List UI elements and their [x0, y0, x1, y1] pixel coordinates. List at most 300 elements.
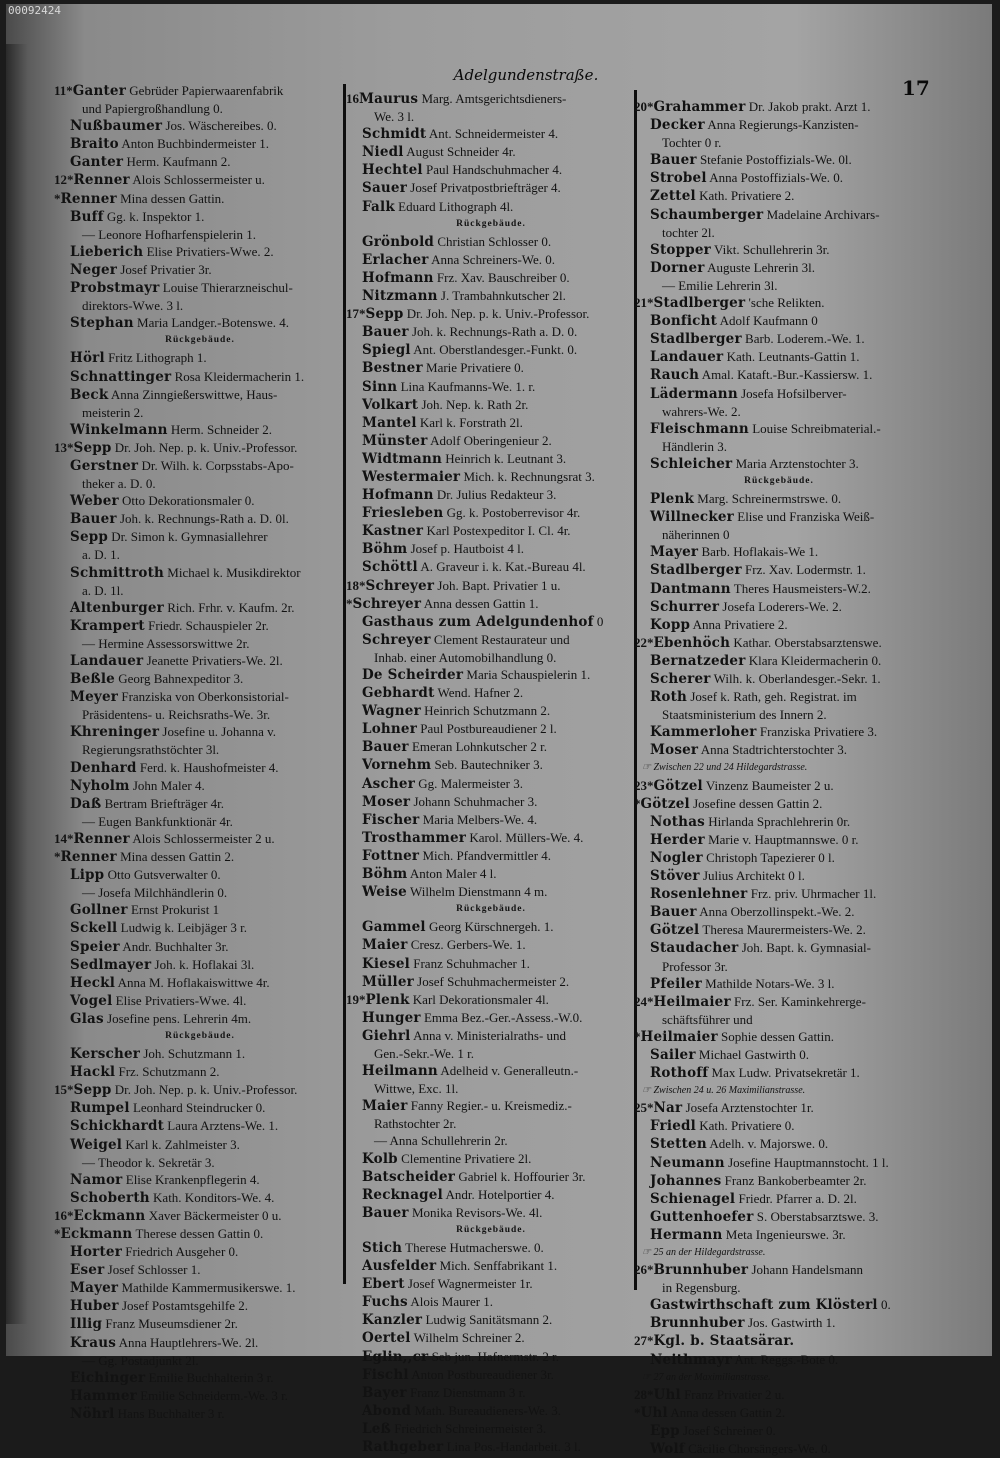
directory-entry — [346, 323, 636, 341]
resident-name: Hammer — [70, 1387, 137, 1404]
resident-name: Kerscher — [70, 1046, 141, 1063]
directory-entry — [634, 777, 924, 795]
directory-entry — [54, 82, 346, 100]
resident-name: De Scheirder — [362, 667, 464, 683]
directory-entry — [54, 759, 346, 777]
resident-name: Ascher — [362, 775, 416, 792]
directory-entry — [634, 867, 924, 885]
directory-entry — [54, 457, 346, 475]
resident-details: J. Trambahnkutscher 2l. — [440, 288, 566, 304]
directory-page — [6, 4, 992, 1458]
resident-name: Fischl — [362, 1366, 409, 1383]
entry-continuation-text: Tochter 0 r. — [662, 135, 722, 151]
resident-name: Schickhardt — [70, 1118, 165, 1135]
resident-details: Josefine pens. Lehrerin 4m. — [107, 1010, 252, 1026]
page-header: Adelgundenstraße. — [453, 66, 599, 84]
resident-name: Hofmann — [362, 269, 434, 286]
directory-entry — [346, 1438, 636, 1456]
resident-details: Maria Schauspielerin 1. — [466, 667, 591, 682]
resident-name: Bauer — [650, 904, 697, 921]
resident-name: Sedlmayer — [70, 956, 152, 973]
resident-details: Josef Wagnermeister 1r. — [407, 1276, 533, 1292]
resident-details: Dr. Simon k. Gymnasiallehrer — [111, 529, 268, 545]
directory-entry — [346, 1062, 636, 1080]
entry-continuation — [346, 1132, 636, 1149]
resident-details: Seb. Bautechniker 3. — [434, 757, 543, 773]
house-number: 26* — [634, 1262, 654, 1278]
resident-name: Hofmann — [362, 487, 434, 504]
resident-name: Schmidt — [362, 126, 427, 143]
resident-name: Schnattinger — [70, 368, 172, 385]
directory-entry — [54, 795, 346, 813]
resident-name: Abond — [362, 1402, 412, 1419]
resident-details: Mina dessen Gattin 2. — [120, 849, 235, 865]
directory-entry — [346, 522, 636, 540]
resident-name: Roth — [650, 689, 688, 706]
resident-name: Nar — [653, 1100, 683, 1117]
entry-continuation — [54, 226, 346, 243]
directory-entry — [346, 486, 636, 504]
resident-details: Vinzenz Baumeister 2 u. — [705, 777, 834, 793]
resident-name: Guttenhoefer — [650, 1208, 754, 1225]
resident-name: Böhm — [362, 866, 408, 883]
resident-name: Maier — [362, 937, 408, 954]
directory-entry — [634, 1064, 924, 1082]
resident-details: Ludwig k. Leibjäger 3 r. — [120, 920, 247, 936]
resident-details: Joh. k. Hoflakai 3l. — [154, 956, 255, 972]
resident-name: Stich — [362, 1240, 403, 1256]
resident-name: Stephan — [70, 315, 134, 332]
entry-continuation-text: — Emilie Lehrerin 3l. — [662, 277, 778, 293]
resident-details: Dr. Joh. Nep. p. k. Univ.-Professor. — [114, 1082, 298, 1098]
directory-entry — [54, 564, 346, 582]
resident-details: Clement Restaurateur und — [433, 631, 570, 647]
directory-entry — [54, 1117, 346, 1135]
resident-name: Braito — [70, 136, 119, 153]
directory-entry — [54, 956, 346, 974]
resident-name: Kiesel — [362, 955, 410, 972]
resident-details: Frz. Xav. Lodermstr. 1. — [745, 562, 866, 578]
resident-details: Maria Arztenstochter 3. — [735, 455, 859, 471]
directory-entry — [346, 1239, 636, 1257]
resident-name: Zettel — [650, 188, 696, 205]
resident-details: Joh. k. Rechnungs-Rath a. D. 0l. — [119, 511, 289, 527]
resident-name: Uhl — [640, 1404, 668, 1421]
resident-details: Louise Thierarzneischul- — [162, 280, 293, 296]
resident-details: Paul Handschuhmacher 4. — [425, 162, 563, 178]
directory-entry — [346, 702, 636, 720]
house-number: 20* — [634, 99, 654, 114]
resident-details: Leonhard Steindrucker 0. — [132, 1100, 266, 1116]
directory-entry — [346, 936, 636, 954]
resident-details: Josef Schlosser 1. — [107, 1262, 201, 1278]
directory-entry — [634, 259, 924, 277]
resident-name: Stadlberger — [653, 295, 746, 312]
directory-entry — [346, 1168, 636, 1186]
resident-name: Renner — [73, 830, 130, 847]
directory-entry — [634, 187, 924, 205]
directory-entry — [634, 1028, 924, 1046]
resident-details: Ant. Reggs.-Bote 0. — [734, 1351, 839, 1367]
directory-entry — [634, 1046, 924, 1064]
directory-entry — [346, 595, 636, 613]
house-number: 25* — [634, 1100, 654, 1116]
directory-entry — [54, 777, 346, 795]
directory-entry — [346, 666, 636, 684]
directory-entry — [634, 1154, 924, 1172]
directory-entry — [634, 1386, 924, 1404]
resident-name: Herder — [650, 831, 705, 848]
directory-entry — [346, 125, 636, 143]
resident-details: Franz Museumsdiener 2r. — [105, 1316, 238, 1332]
directory-entry — [346, 287, 636, 305]
directory-entry — [54, 992, 346, 1010]
directory-entry — [346, 179, 636, 197]
resident-details: Josef p. Hautboist 4 l. — [410, 541, 524, 557]
directory-entry — [346, 1257, 636, 1275]
resident-details: Mich. k. Rechnungsrat 3. — [463, 468, 595, 484]
entry-continuation — [54, 1352, 346, 1369]
directory-entry — [346, 631, 636, 649]
directory-entry — [346, 793, 636, 811]
entry-continuation — [54, 635, 346, 652]
resident-details: Josef Schreiner 0. — [683, 1422, 776, 1438]
directory-entry — [346, 1275, 636, 1293]
directory-entry — [634, 1440, 924, 1458]
directory-entry — [54, 1081, 346, 1099]
directory-entry — [54, 599, 346, 617]
house-number: 16* — [54, 1207, 74, 1223]
section-heading-rueckgebaeude — [346, 1222, 636, 1239]
resident-details: Heinrich k. Leutnant 3. — [445, 450, 567, 466]
directory-entry — [346, 1348, 636, 1366]
directory-entry — [634, 975, 924, 993]
entry-continuation — [346, 649, 636, 666]
resident-name: Pfeiler — [650, 975, 702, 992]
directory-entry — [634, 1314, 924, 1332]
resident-name: Sepp — [73, 1082, 112, 1099]
resident-details: Frz. Xav. Bauschreiber 0. — [436, 269, 570, 285]
resident-name: Schreyer — [365, 577, 435, 594]
directory-entry — [346, 811, 636, 829]
resident-details: Amal. Kataft.-Bur.-Kassiersw. 1. — [701, 367, 873, 383]
resident-details: Cäcilie Chorsängers-We. 0. — [688, 1441, 831, 1457]
directory-entry — [634, 831, 924, 849]
directory-entry — [634, 741, 924, 759]
resident-details: Anna dessen Gattin 1. — [423, 595, 539, 611]
entry-continuation-text: Händlerin 3. — [662, 438, 727, 454]
resident-name: Weigel — [70, 1136, 123, 1153]
resident-name: Fischer — [362, 811, 420, 828]
resident-name: Scherer — [650, 671, 711, 687]
directory-entry — [634, 652, 924, 670]
resident-details: Joh. k. Rechnungs-Rath a. D. 0. — [411, 324, 578, 340]
resident-details: Anna M. Hoflakaiswittwe 4r. — [117, 974, 270, 990]
house-number: 22* — [634, 634, 654, 650]
entry-continuation — [54, 546, 346, 563]
resident-details: Maria Landger.-Botenswe. 4. — [137, 315, 290, 331]
section-heading-text: Rückgebäude. — [456, 904, 526, 915]
resident-name: Schöttl — [362, 559, 418, 576]
directory-entry — [54, 1225, 346, 1243]
directory-entry — [54, 723, 346, 741]
resident-details: Mathilde Notars-We. 3 l. — [705, 975, 835, 991]
resident-name: Bonficht — [650, 313, 718, 330]
directory-entry — [54, 171, 346, 189]
resident-details: Frz. priv. Uhrmacher 1l. — [750, 886, 877, 902]
resident-name: Buff — [70, 208, 104, 225]
entry-continuation-text: tochter 2l. — [662, 224, 715, 240]
street-note-text: ☞ Zwischen 22 und 24 Hildegardstrasse. — [642, 762, 808, 774]
house-number: * — [346, 595, 353, 611]
resident-name: Ausfelder — [362, 1258, 437, 1275]
resident-details: Julius Architekt 0 l. — [703, 868, 805, 884]
resident-name: Gebhardt — [362, 685, 435, 702]
directory-entry — [54, 1189, 346, 1207]
directory-entry — [54, 368, 346, 386]
resident-details: Dr. Julius Redakteur 3. — [436, 487, 557, 503]
resident-name: Friesleben — [362, 505, 444, 522]
section-heading-rueckgebaeude — [634, 473, 924, 490]
resident-details: Elise Privatiers-Wwe. 2. — [146, 243, 274, 259]
resident-details: Kath. Privatiere 2. — [699, 188, 795, 204]
directory-entry — [634, 312, 924, 330]
resident-details: Mina dessen Gattin. — [120, 190, 225, 206]
resident-name: Sepp — [70, 529, 109, 546]
resident-details: Andr. Buchhalter 3r. — [122, 938, 229, 954]
resident-details: Franz Bankoberbeamter 2r. — [724, 1172, 867, 1188]
directory-entry — [634, 508, 924, 526]
resident-name: Mayer — [70, 1280, 119, 1297]
resident-details: Anna Oberzollinspekt.-We. 2. — [699, 904, 855, 920]
resident-name: Bauer — [70, 511, 117, 528]
resident-name: Beck — [70, 386, 109, 403]
resident-name: Nußbaumer — [70, 118, 163, 135]
resident-details: Alois Schlossermeister 2 u. — [132, 830, 275, 846]
directory-entry — [634, 688, 924, 706]
resident-details: Otto Gutsverwalter 0. — [107, 867, 221, 883]
resident-details: Adelh. v. Majorswe. 0. — [709, 1136, 829, 1152]
directory-entry — [346, 684, 636, 702]
directory-entry — [634, 903, 924, 921]
resident-details: Josef Schuhmachermeister 2. — [417, 973, 570, 989]
directory-entry — [346, 991, 636, 1009]
entry-continuation-text: Professor 3r. — [662, 958, 728, 974]
directory-entry — [54, 617, 346, 635]
directory-entry — [634, 1135, 924, 1153]
column-right — [634, 98, 924, 1458]
resident-name: Volkart — [362, 396, 419, 413]
resident-name: Gollner — [70, 902, 128, 919]
directory-entry — [54, 279, 346, 297]
resident-name: Sepp — [73, 439, 112, 456]
resident-details: Auguste Lehrerin 3l. — [707, 259, 816, 275]
directory-entry — [634, 849, 924, 867]
directory-entry — [54, 1369, 346, 1387]
house-number: * — [634, 795, 641, 811]
entry-continuation-text: Rathstochter 2r. — [374, 1116, 457, 1132]
resident-name: Fottner — [362, 847, 420, 864]
house-number: 19* — [346, 991, 366, 1007]
directory-entry — [346, 1366, 636, 1384]
directory-entry — [54, 1063, 346, 1081]
directory-entry — [634, 670, 924, 688]
resident-name: Altenburger — [70, 599, 164, 616]
entry-continuation — [634, 706, 924, 723]
resident-details: Josefine u. Johanna v. — [162, 724, 277, 740]
directory-entry — [634, 294, 924, 312]
resident-details: Therese dessen Gattin 0. — [135, 1226, 264, 1241]
resident-name: Bauer — [362, 1204, 409, 1221]
resident-name: Fleischmann — [650, 420, 749, 437]
resident-name: Schmittroth — [70, 564, 165, 581]
resident-details: Emilie Schneiderm.-We. 3 r. — [140, 1387, 288, 1403]
resident-name: Neumann — [650, 1154, 725, 1171]
directory-entry — [54, 261, 346, 279]
resident-name: Schaumberger — [650, 206, 764, 223]
resident-name: Daß — [70, 795, 102, 812]
resident-details: Dr. Jakob prakt. Arzt 1. — [748, 99, 871, 114]
resident-details: Gg. Malermeister 3. — [418, 775, 523, 791]
resident-details: Friedr. Schauspieler 2r. — [148, 617, 269, 633]
resident-details: Louise Schreibmaterial.- — [752, 420, 881, 436]
resident-details: Mich. Pfandvermittler 4. — [422, 847, 552, 863]
resident-details: Paul Postbureaudiener 2 l. — [420, 721, 557, 737]
entry-continuation-text: meisterin 2. — [82, 404, 144, 420]
resident-name: Stopper — [650, 241, 711, 258]
resident-details: Karol. Müllers-We. 4. — [469, 829, 584, 845]
directory-entry — [54, 492, 346, 510]
resident-name: Bauer — [650, 152, 697, 169]
resident-details: Hirlanda Sprachlehrerin 0r. — [708, 813, 851, 829]
directory-entry — [54, 848, 346, 866]
resident-details: Dr. Joh. Nep. p. k. Univ.-Professor. — [406, 306, 590, 322]
resident-details: Karl k. Forstrath 2l. — [419, 414, 523, 430]
resident-details: 'sche Relikten. — [748, 295, 825, 311]
directory-entry — [54, 1045, 346, 1063]
resident-name: Rathgeber — [362, 1439, 444, 1456]
resident-details: Clementine Privatiere 2l. — [401, 1150, 532, 1166]
resident-details: Anna Zinngießerswittwe, Haus- — [110, 386, 278, 402]
directory-entry — [346, 1402, 636, 1420]
directory-entry — [54, 153, 346, 171]
directory-entry — [54, 974, 346, 992]
directory-entry — [634, 993, 924, 1011]
directory-entry — [346, 613, 636, 631]
resident-name: Krampert — [70, 617, 145, 634]
resident-name: Neithmayr — [650, 1351, 732, 1368]
resident-details: Kathar. Oberstabsarztenswe. — [733, 634, 882, 650]
directory-entry — [346, 468, 636, 486]
entry-continuation-text: und Papiergroßhandlung 0. — [82, 101, 223, 117]
directory-entry — [346, 540, 636, 558]
street-note — [634, 1244, 924, 1261]
resident-details: Klara Kleidermacherin 0. — [748, 652, 882, 668]
house-number: 17* — [346, 306, 366, 322]
resident-name: Glas — [70, 1010, 104, 1027]
resident-details: Anna Hauptlehrers-We. 2l. — [118, 1334, 259, 1350]
resident-details: Karl k. Zahlmeister 3. — [125, 1136, 240, 1152]
house-number: * — [54, 190, 61, 206]
resident-details: Sophie dessen Gattin. — [721, 1028, 835, 1044]
resident-details: Herm. Schneider 2. — [170, 421, 272, 437]
directory-entry — [346, 918, 636, 936]
resident-details: Emilie Buchhalterin 3 r. — [148, 1369, 274, 1385]
directory-entry — [346, 1384, 636, 1402]
directory-entry — [54, 830, 346, 848]
resident-name: Sckell — [70, 920, 118, 937]
resident-name: Heckl — [70, 974, 116, 991]
resident-name: Hackl — [70, 1064, 116, 1081]
entry-continuation — [54, 297, 346, 314]
directory-entry — [54, 314, 346, 332]
resident-name: Rumpel — [70, 1100, 130, 1117]
house-number: * — [54, 1226, 61, 1241]
resident-details: Lina Kaufmanns-We. 1. r. — [400, 378, 536, 394]
directory-entry — [634, 1404, 924, 1422]
resident-details: Marg. Amtsgerichtsdieners- — [421, 91, 567, 106]
entry-continuation — [54, 404, 346, 421]
resident-details: Karl Dekorationsmaler 4l. — [412, 991, 549, 1007]
resident-details: Mathilde Kammermusikerswe. 1. — [121, 1280, 296, 1296]
directory-entry — [54, 938, 346, 956]
resident-details: Michael Gastwirth 0. — [698, 1046, 810, 1062]
resident-details: Stefanie Postoffizials-We. 0l. — [699, 152, 852, 168]
entry-continuation-text: — Theodor k. Sekretär 3. — [82, 1154, 215, 1170]
directory-entry — [346, 198, 636, 216]
resident-name: Schienagel — [650, 1190, 736, 1207]
resident-name: Nitzmann — [362, 288, 438, 305]
house-number: 11* — [54, 83, 73, 98]
entry-continuation-text: Regierungsrathstöchter 3l. — [82, 742, 220, 758]
directory-entry — [54, 1297, 346, 1315]
resident-name: Vogel — [70, 992, 113, 1009]
resident-details: Marie Privatiere 0. — [426, 360, 524, 376]
resident-details: Marie v. Hauptmannswe. 0 r. — [708, 831, 859, 847]
directory-entry — [346, 577, 636, 595]
resident-name: Lieberich — [70, 243, 144, 260]
resident-details: Gebrüder Papierwaarenfabrik — [129, 83, 284, 98]
directory-entry — [54, 670, 346, 688]
directory-entry — [634, 366, 924, 384]
entry-continuation-text: Staatsministerium des Innern 2. — [662, 707, 827, 723]
directory-entry — [54, 1171, 346, 1189]
house-number: * — [634, 1404, 641, 1420]
directory-entry — [54, 1261, 346, 1279]
resident-details: Josef Postamtsgehilfe 2. — [121, 1298, 248, 1314]
resident-details: Franziska Privatiere 3. — [759, 724, 878, 740]
directory-entry — [634, 598, 924, 616]
street-note-text: ☞ 27 an der Maximilianstrasse. — [642, 1371, 771, 1383]
entry-continuation — [54, 813, 346, 830]
resident-details: Madelaine Archivars- — [766, 206, 880, 222]
resident-name: Staudacher — [650, 940, 739, 957]
resident-details: Anna Schreiners-We. 0. — [431, 251, 556, 267]
resident-details: Joh. Bapt. Privatier 1 u. — [437, 577, 561, 593]
resident-name: Eckmann — [73, 1207, 146, 1224]
entry-continuation-text: Gen.-Sekr.-We. 1 r. — [374, 1045, 475, 1061]
resident-details: Jos. Wäschereibes. 0. — [165, 118, 277, 134]
directory-entry — [54, 1387, 346, 1405]
resident-details: Herm. Kaufmann 2. — [126, 154, 231, 170]
resident-name: Speier — [70, 938, 120, 955]
directory-entry — [346, 738, 636, 756]
directory-entry — [54, 1136, 346, 1154]
resident-details: Josefa Arztenstochter 1r. — [685, 1100, 814, 1116]
resident-name: Meyer — [70, 689, 119, 706]
resident-details: Ludwig Sanitätsmann 2. — [425, 1312, 553, 1328]
resident-details: Michael k. Musikdirektor — [167, 564, 301, 580]
